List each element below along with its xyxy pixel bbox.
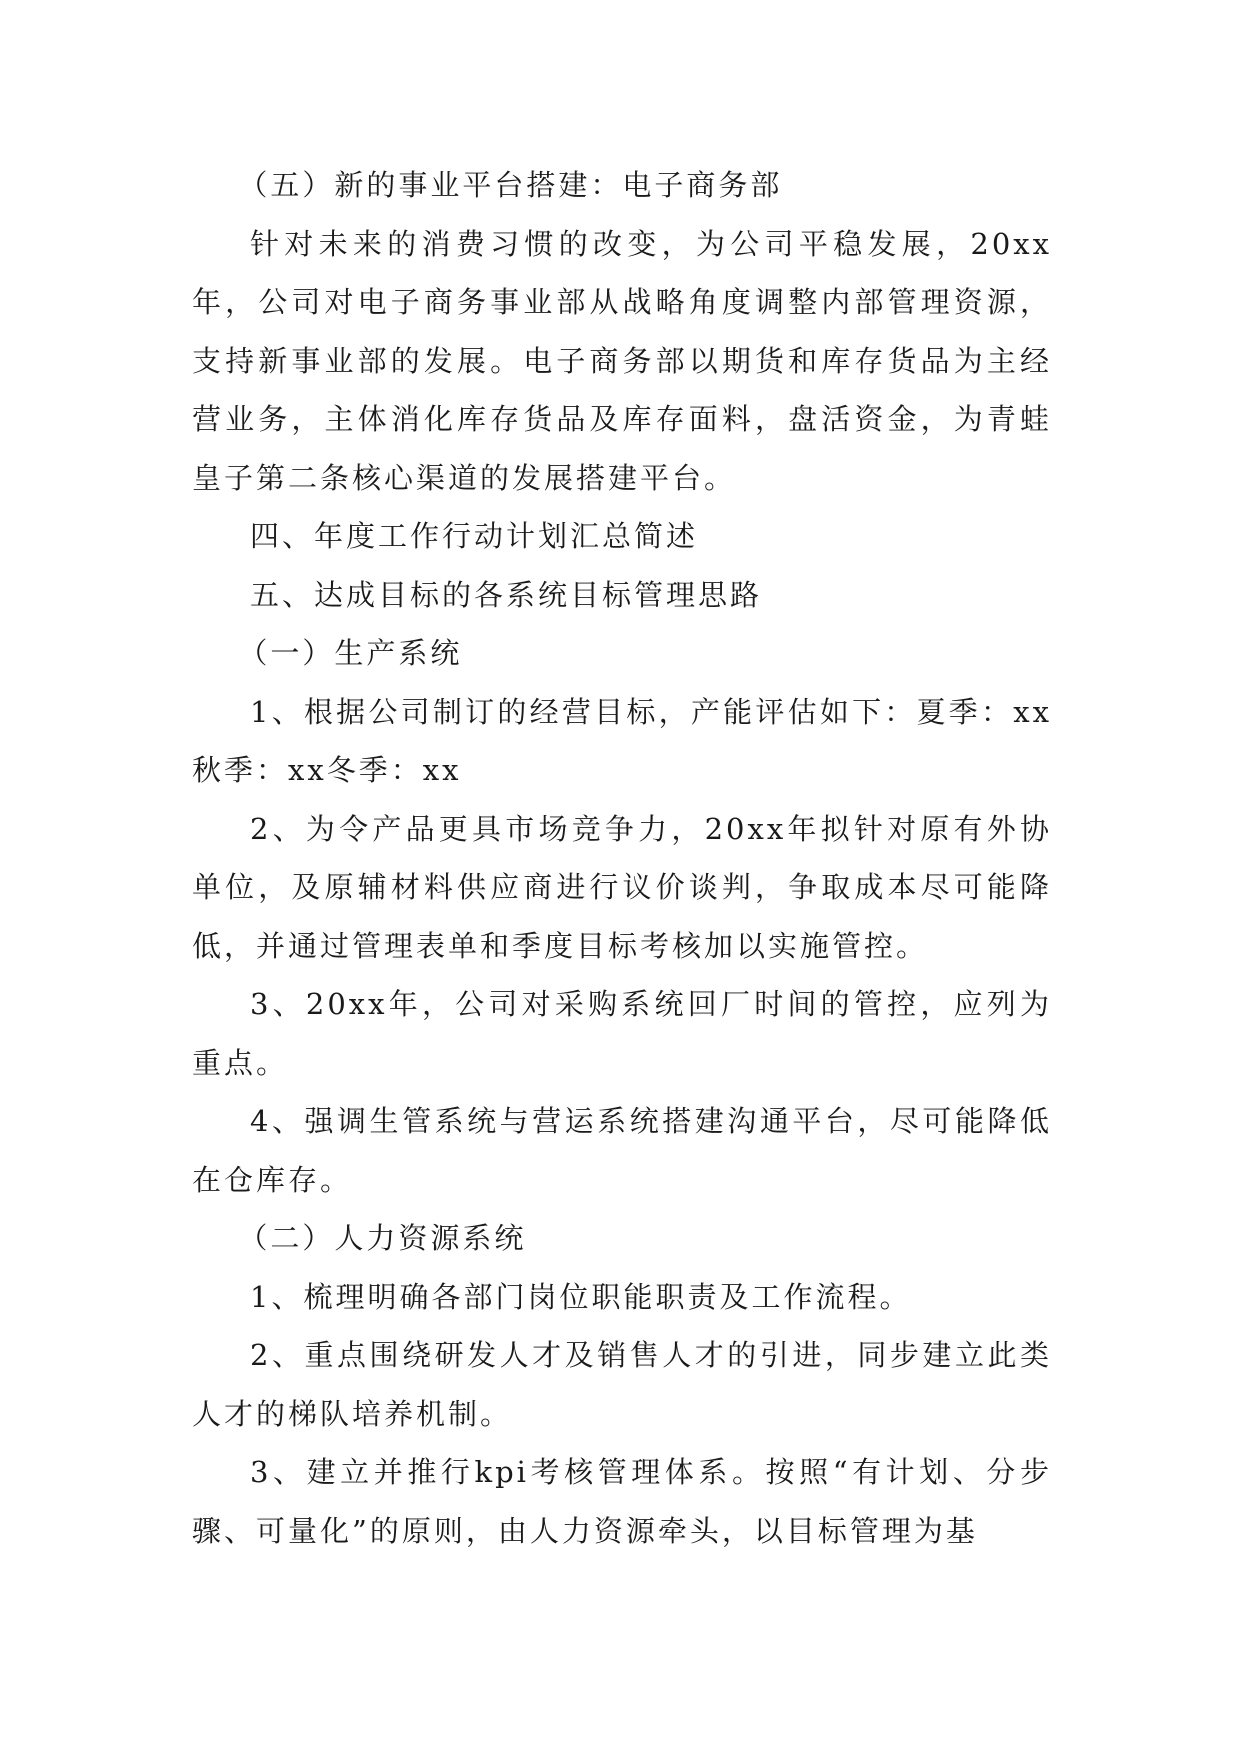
section-heading-ecommerce: （五）新的事业平台搭建：电子商务部 (238, 168, 783, 202)
paragraph-production-1: 1、根据公司制订的经营目标，产能评估如下：夏季：xx 秋季：xx冬季：xx (192, 694, 1052, 787)
section-heading-production: （一）生产系统 (238, 636, 463, 670)
heading-action-plan-summary: 四、年度工作行动计划汇总简述 (250, 519, 699, 553)
paragraph-ecommerce: 针对未来的消费习惯的改变，为公司平稳发展，20xx年，公司对电子商务事业部从战略角度调整内部管理资源，支持新事业部的发展。电子商务部以期货和库存货品为主经营业务，主体消化库存货品及库存面料，盘活资金，为青蛙皇子第二条核心渠道的发展搭建平台。 (192, 226, 1052, 495)
paragraph-production-4: 4、强调生管系统与营运系统搭建沟通平台，尽可能降低在仓库存。 (192, 1104, 1052, 1197)
paragraph-production-3: 3、20xx年，公司对采购系统回厂时间的管控，应列为重点。 (192, 987, 1052, 1080)
paragraph-hr-2: 2、重点围绕研发人才及销售人才的引进，同步建立此类人才的梯队培养机制。 (192, 1338, 1052, 1431)
section-heading-hr: （二）人力资源系统 (238, 1221, 527, 1255)
paragraph-production-2: 2、为令产品更具市场竞争力，20xx年拟针对原有外协单位，及原辅材料供应商进行议价谈判，争取成本尽可能降低，并通过管理表单和季度目标考核加以实施管控。 (192, 811, 1052, 963)
document-body (192, 156, 1052, 1560)
paragraph-hr-1: 1、梳理明确各部门岗位职能职责及工作流程。 (250, 1279, 912, 1314)
paragraph-hr-3: 3、建立并推行kpi考核管理体系。按照“有计划、分步骤、可量化”的原则，由人力资源牵头，以目标管理为基 (192, 1455, 1052, 1548)
heading-system-management: 五、达成目标的各系统目标管理思路 (250, 577, 763, 612)
